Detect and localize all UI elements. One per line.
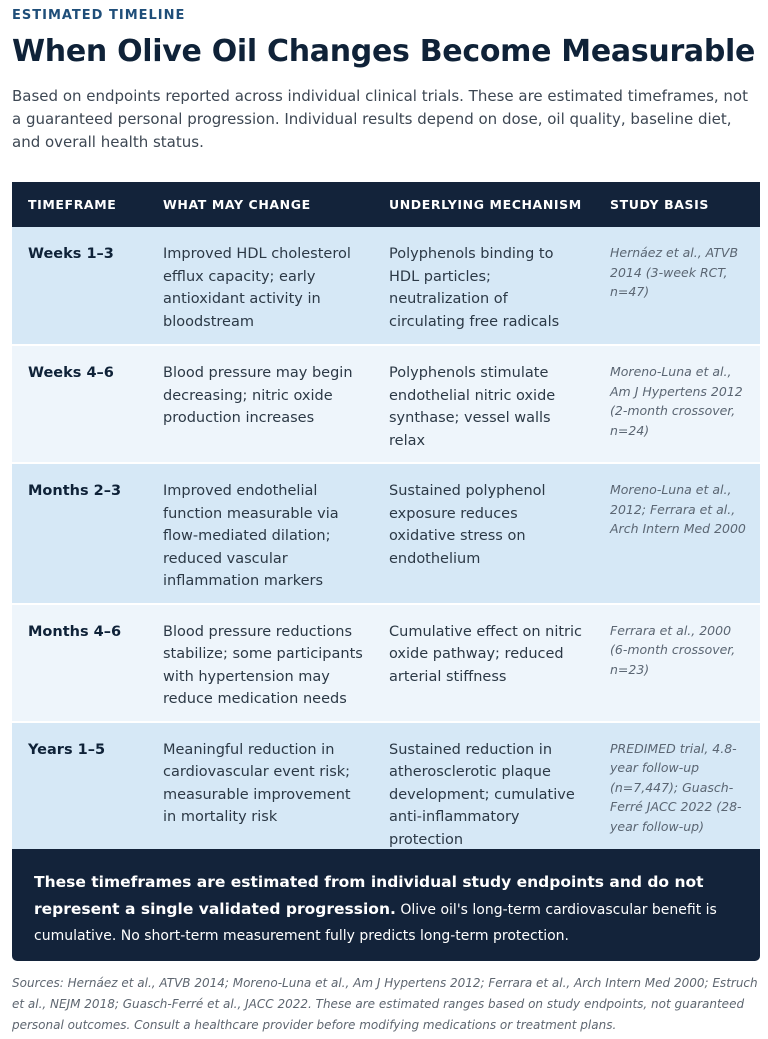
timeframe-cell: Months 4–6 — [12, 604, 147, 722]
mechanism-cell: Polyphenols binding to HDL particles; neutralization of circulating free radicals — [373, 227, 594, 345]
timeframe-cell: Months 2–3 — [12, 463, 147, 604]
table-row — [12, 604, 760, 722]
mechanism-cell: Polyphenols stimulate endothelial nitric oxide synthase; vessel walls relax — [373, 345, 594, 463]
timeframe-cell: Weeks 4–6 — [12, 345, 147, 463]
mechanism-cell: Sustained reduction in atherosclerotic plaque development; cumulative anti-inflammatory protection — [373, 722, 594, 862]
timeline-table — [12, 182, 760, 862]
header-timeframe: TIMEFRAME — [12, 182, 147, 227]
basis-cell: Moreno-Luna et al., Am J Hypertens 2012 (2-month crossover, n=24) — [594, 345, 760, 463]
basis-cell: Hernáez et al., ATVB 2014 (3-week RCT, n=47) — [594, 227, 760, 345]
mechanism-cell: Sustained polyphenol exposure reduces oxidative stress on endothelium — [373, 463, 594, 604]
intro-paragraph: Based on endpoints reported across individual clinical trials. These are estimated timeframes, not a guaranteed personal progression. Individual results depend on dose, oil quality, baseline diet, and overall health status. — [12, 87, 748, 151]
sources-footnote: Sources: Hernáez et al., ATVB 2014; Moreno-Luna et al., Am J Hypertens 2012; Ferrara et al., Arch Intern Med 2000; Estruch et al., NEJM 2018; Guasch-Ferré et al., JACC 2022. These are estimated ranges based on study endpoints, not guaranteed personal outcomes. Consult a healthcare provider before modifying medications or treatment plans. — [12, 976, 758, 1032]
table-header-row — [12, 182, 760, 227]
table-row — [12, 227, 760, 345]
header-underlying-mechanism: UNDERLYING MECHANISM — [373, 182, 594, 227]
table-row — [12, 463, 760, 604]
header-study-basis: STUDY BASIS — [594, 182, 760, 227]
callout-text: Olive oil's long-term cardiovascular benefit is cumulative. No short-term measurement fully predicts long-term protection. — [34, 902, 717, 944]
change-cell: Blood pressure reductions stabilize; some participants with hypertension may reduce medication needs — [147, 604, 373, 722]
eyebrow-label: ESTIMATED TIMELINE — [12, 8, 186, 23]
change-cell: Improved HDL cholesterol efflux capacity; early antioxidant activity in bloodstream — [147, 227, 373, 345]
change-cell: Meaningful reduction in cardiovascular event risk; measurable improvement in mortality risk — [147, 722, 373, 862]
header-what-may-change: WHAT MAY CHANGE — [147, 182, 373, 227]
timeline-table-container — [12, 182, 760, 862]
timeframe-cell: Years 1–5 — [12, 722, 147, 862]
timeframe-cell: Weeks 1–3 — [12, 227, 147, 345]
page-title: When Olive Oil Changes Become Measurable — [12, 34, 756, 69]
basis-cell: PREDIMED trial, 4.8-year follow-up (n=7,447); Guasch-Ferré JACC 2022 (28-year follow-up) — [594, 722, 760, 862]
basis-cell: Moreno-Luna et al., 2012; Ferrara et al., Arch Intern Med 2000 — [594, 463, 760, 604]
change-cell: Blood pressure may begin decreasing; nitric oxide production increases — [147, 345, 373, 463]
basis-cell: Ferrara et al., 2000 (6-month crossover, n=23) — [594, 604, 760, 722]
disclaimer-callout — [12, 849, 760, 961]
callout-strong-text: These timeframes are estimated from individual study endpoints and do not represent a single validated progression. — [34, 873, 704, 918]
table-row — [12, 722, 760, 862]
change-cell: Improved endothelial function measurable via flow-mediated dilation; reduced vascular inflammation markers — [147, 463, 373, 604]
mechanism-cell: Cumulative effect on nitric oxide pathway; reduced arterial stiffness — [373, 604, 594, 722]
table-row — [12, 345, 760, 463]
